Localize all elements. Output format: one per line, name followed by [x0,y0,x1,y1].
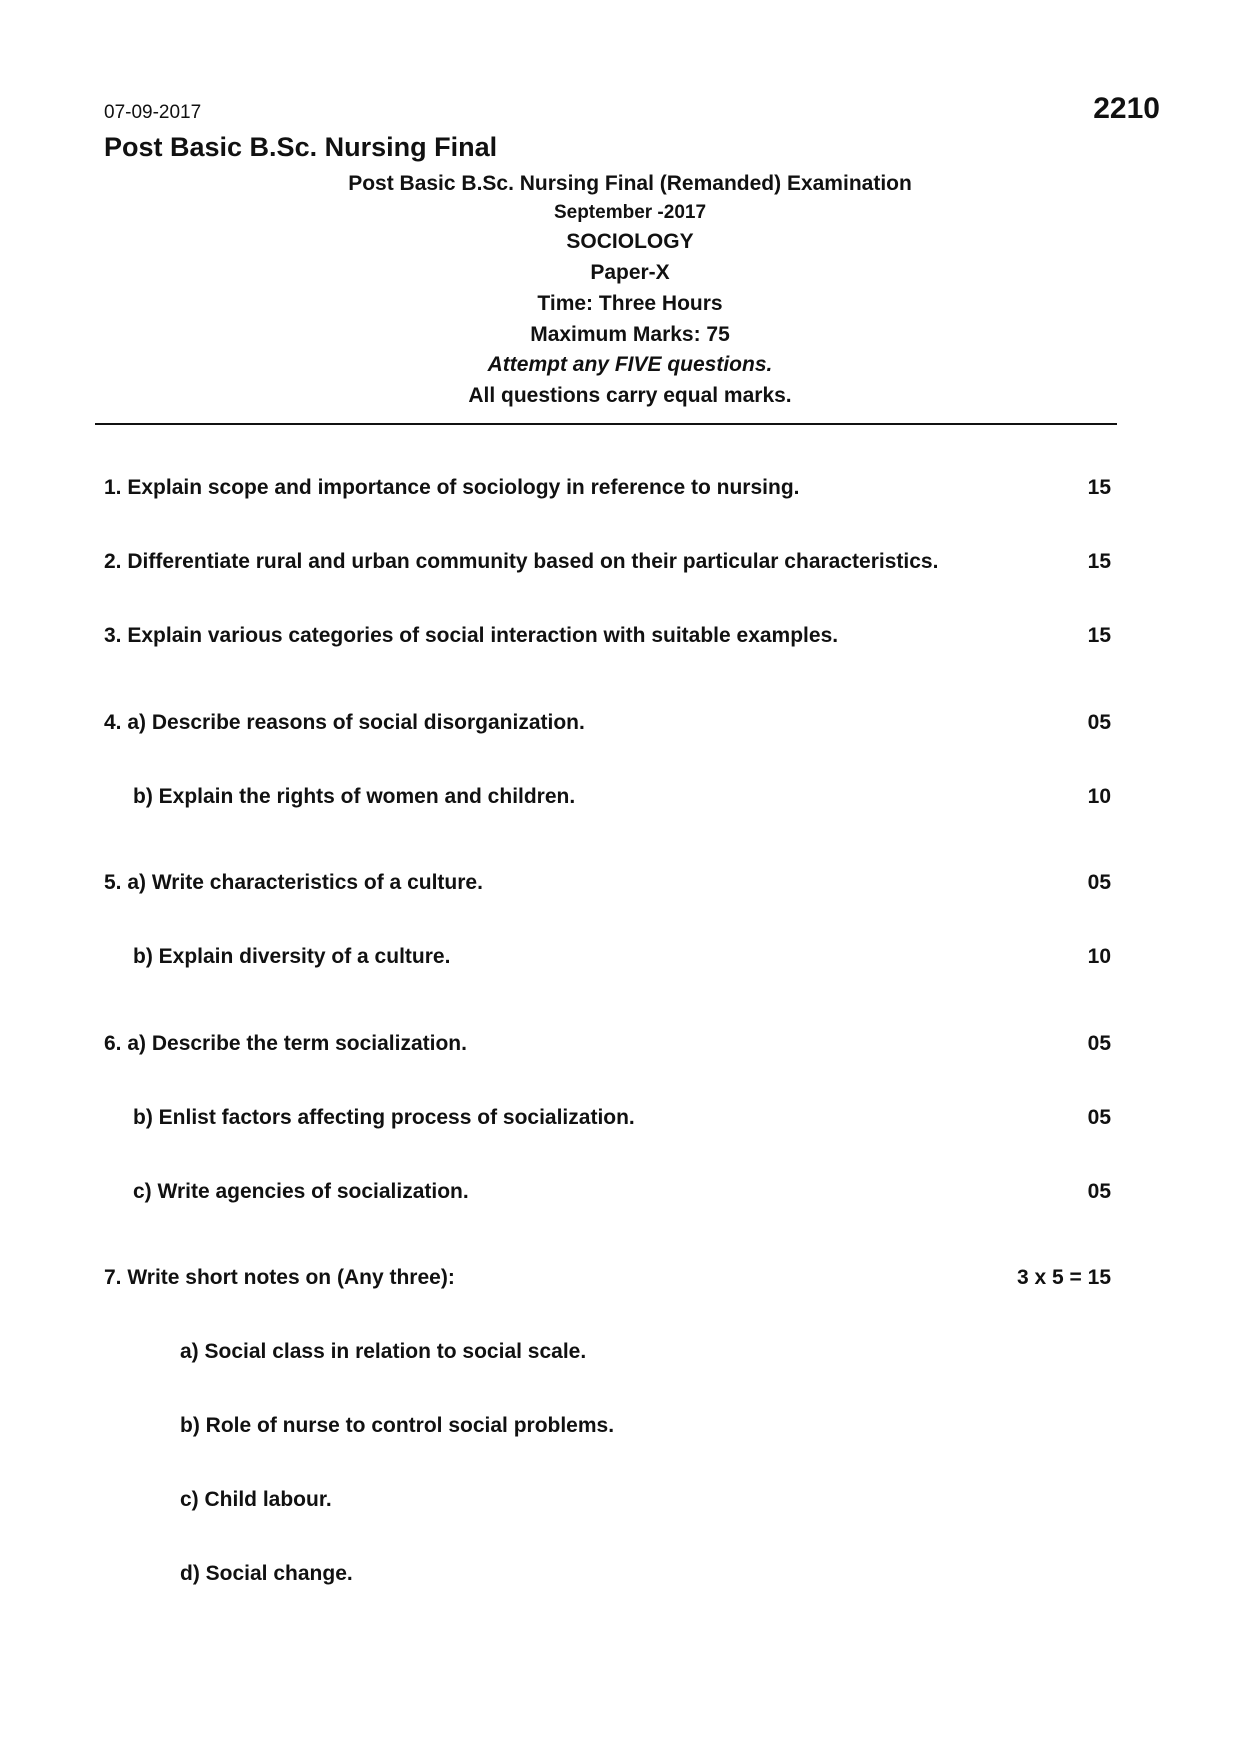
question-2: 2. Differentiate rural and urban community based on their particular characteristics. [104,550,939,573]
exam-title: Post Basic B.Sc. Nursing Final (Remanded) Examination [348,172,912,195]
header-divider [95,423,1117,425]
instruction-attempt: Attempt any FIVE questions. [487,353,773,376]
question-6a-marks: 05 [1087,1032,1111,1055]
maximum-marks: Maximum Marks: 75 [530,323,730,346]
question-4b-marks: 10 [1087,785,1111,808]
paper-code: 2210 [1093,92,1160,125]
short-note-d: d) Social change. [180,1562,353,1585]
time-allowed: Time: Three Hours [537,292,723,315]
question-5b-marks: 10 [1087,945,1111,968]
question-6c-marks: 05 [1087,1180,1111,1203]
question-5a: 5. a) Write characteristics of a culture. [104,871,483,894]
question-1: 1. Explain scope and importance of sociology in reference to nursing. [104,476,800,499]
question-5a-marks: 05 [1087,871,1111,894]
question-5b: b) Explain diversity of a culture. [133,945,451,968]
question-6b: b) Enlist factors affecting process of socialization. [133,1106,635,1129]
course-title: Post Basic B.Sc. Nursing Final [104,132,498,162]
question-4b: b) Explain the rights of women and children. [133,785,576,808]
short-note-a: a) Social class in relation to social scale. [180,1340,587,1363]
question-4a-marks: 05 [1087,711,1111,734]
exam-date: 07-09-2017 [104,102,202,123]
question-6a: 6. a) Describe the term socialization. [104,1032,467,1055]
short-note-b: b) Role of nurse to control social problems. [180,1414,615,1437]
question-6b-marks: 05 [1087,1106,1111,1129]
short-note-c: c) Child labour. [180,1488,332,1511]
question-4a: 4. a) Describe reasons of social disorganization. [104,711,585,734]
paper-number: Paper-X [590,261,670,284]
question-3: 3. Explain various categories of social interaction with suitable examples. [104,624,839,647]
question-6c: c) Write agencies of socialization. [133,1180,469,1203]
question-1-marks: 15 [1087,476,1111,499]
question-7-marks: 3 x 5 = 15 [1017,1266,1111,1289]
question-7: 7. Write short notes on (Any three): [104,1266,455,1289]
instruction-equal-marks: All questions carry equal marks. [468,384,792,407]
subject-title: SOCIOLOGY [566,230,694,253]
question-2-marks: 15 [1087,550,1111,573]
exam-session: September -2017 [553,202,707,223]
question-3-marks: 15 [1087,624,1111,647]
